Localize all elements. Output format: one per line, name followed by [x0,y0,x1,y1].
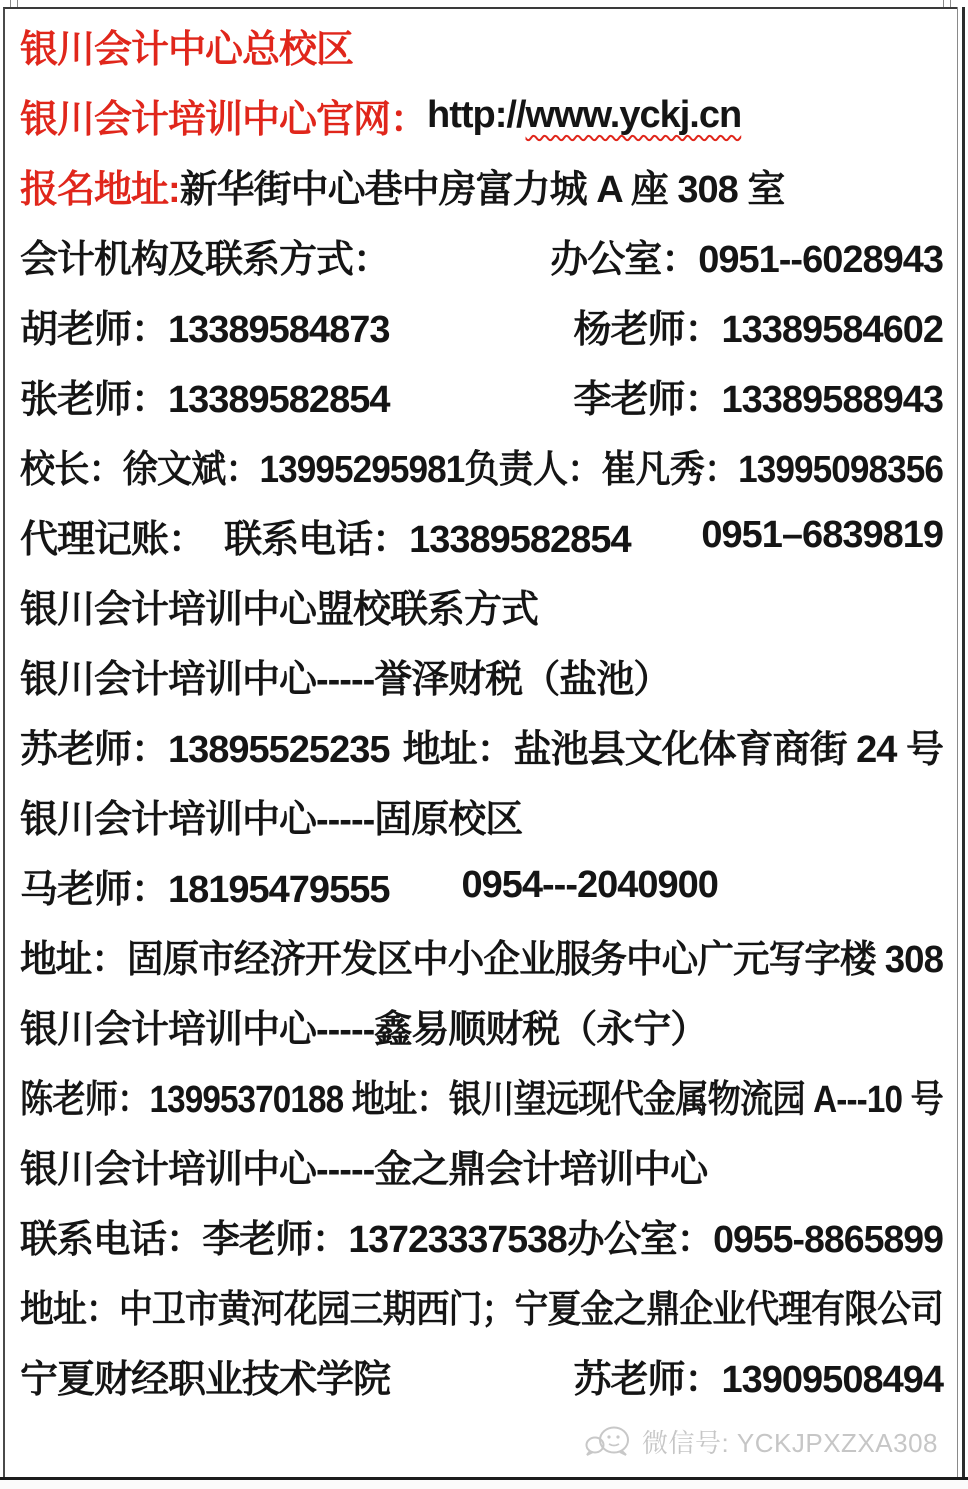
line-branch-xinyishun-yongning [20,990,943,1060]
principal-phone: 校长：徐文斌：13995295981 [20,448,465,491]
line-partner-schools-header [20,570,943,640]
director-phone: 负责人：崔凡秀：13995098356 [464,448,943,491]
table-gridline-notch [17,0,18,7]
cell-border-right-inner [957,7,958,1477]
teacher-hu-phone: 胡老师：13389584873 [20,308,390,351]
college-teacher-su-phone: 苏老师：13909508494 [573,1358,943,1401]
guyuan-address: 地址：固原市经济开发区中小企业服务中心广元写字楼 308 [20,938,943,981]
line-branch-guyuan [20,780,943,850]
bookkeeping-landline: 0951–6839819 [701,513,943,556]
website-url: www.yckj.cn [525,93,742,136]
wechat-icon [584,1422,632,1460]
line-ningxia-college [20,1340,943,1410]
website-url-prefix: http:// [427,93,526,136]
contact-sheet [9,10,955,1410]
branch-xinyishun-title: 银川会计培训中心-----鑫易顺财税（永宁） [20,1008,708,1051]
line-official-website [20,80,943,150]
teacher-li-phone: 李老师：13389588943 [573,378,943,421]
teacher-yang-phone: 杨老师：13389584602 [573,308,943,351]
teacher-zhang-phone: 张老师：13389582854 [20,378,390,421]
jinzhiding-teacher-li-phone: 联系电话：李老师：13723337538 [20,1218,567,1261]
line-branch-yuze-yanchi [20,640,943,710]
line-main-campus-title [20,10,943,80]
branch-yuze-yanchi-title: 银川会计培训中心-----誉泽财税（盐池） [20,658,671,701]
line-branch-jinzhiding [20,1130,943,1200]
table-gridline-notch [943,0,944,7]
teacher-chen-phone-address: 陈老师：13995370188 地址：银川望远现代金属物流园 A---10 号 [20,1078,943,1121]
yanchi-address: 地址：盐池县文化体育商街 24 号 [402,728,943,771]
ningxia-college-name: 宁夏财经职业技术学院 [20,1358,391,1401]
main-campus-title: 银川会计中心总校区 [20,28,354,71]
teacher-su-phone: 苏老师：13895525235 [20,728,390,771]
teacher-ma-phone: 马老师：18195479555 [20,868,390,911]
branch-guyuan-title: 银川会计培训中心-----固原校区 [20,798,523,841]
jinzhiding-office-phone: 办公室：0955-8865899 [567,1218,943,1261]
partner-schools-header: 银川会计培训中心盟校联系方式 [20,588,539,631]
signup-address-value: 新华街中心巷中房富力城 A 座 308 室 [179,168,785,211]
line-teacher-chen-yongning [20,1060,943,1130]
office-phone: 办公室：0951--6028943 [550,238,943,281]
line-signup-address [20,150,943,220]
line-guyuan-address [20,920,943,990]
line-teacher-su-yanchi [20,710,943,780]
branch-jinzhiding-title: 银川会计培训中心-----金之鼎会计培训中心 [20,1148,708,1191]
line-teachers-zhang-li [20,360,943,430]
line-bookkeeping-agency [20,500,943,570]
guyuan-landline: 0954---2040900 [461,863,718,906]
line-jinzhiding-contacts [20,1200,943,1270]
org-contact-label: 会计机构及联系方式： [20,238,391,281]
cell-border-right-outer [962,7,965,1477]
table-gridline-notch [950,0,951,7]
wechat-id-label: 微信号: YCKJPXZXA308 [641,1427,938,1458]
wechat-watermark [0,1412,938,1470]
line-org-contact-office [20,220,943,290]
bottom-margin-strip [0,1480,968,1489]
website-label: 银川会计培训中心官网： [20,98,428,141]
line-principal-director [20,430,943,500]
bookkeeping-contact-phone: 代理记账： 联系电话：13389582854 [20,518,631,561]
table-gridline-notch [10,0,11,7]
signup-address-label: 报名地址: [20,168,180,211]
line-jinzhiding-address [20,1270,943,1340]
jinzhiding-address: 地址：中卫市黄河花园三期西门；宁夏金之鼎企业代理有限公司 [20,1288,944,1331]
line-teachers-hu-yang [20,290,943,360]
line-teacher-ma-guyuan [20,850,943,920]
